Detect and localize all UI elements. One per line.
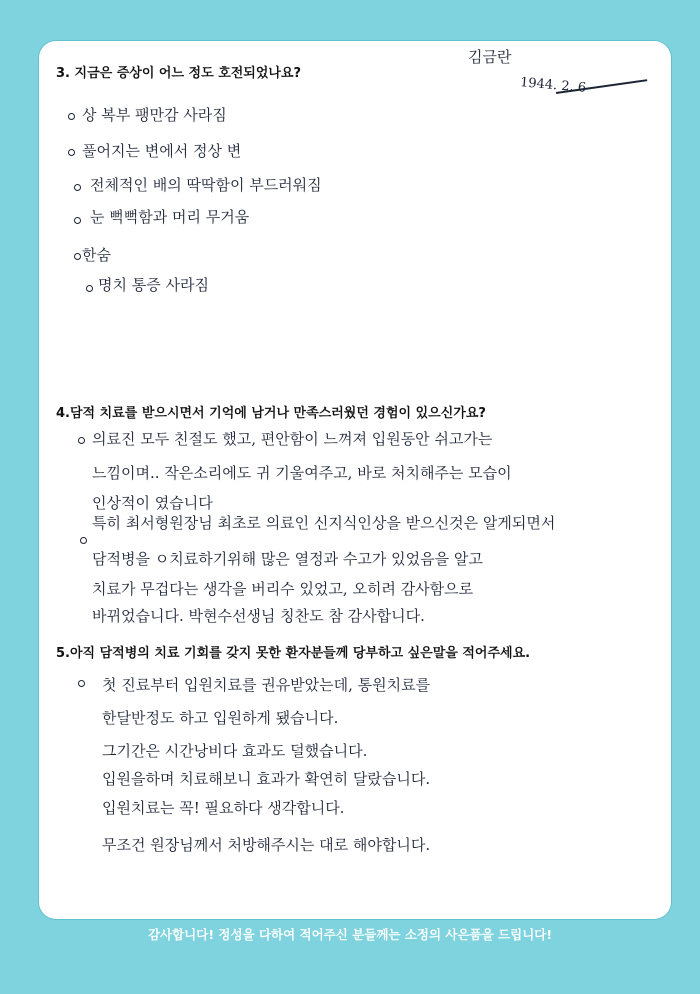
q5-line: 한달반정도 하고 입원하게 됐습니다.	[102, 709, 339, 727]
bullet	[78, 437, 85, 444]
bullet	[86, 285, 93, 292]
question-4-title: 4.담적 치료를 받으시면서 기억에 남거나 만족스러웠던 경험이 있으신가요?	[56, 406, 486, 421]
q5-line: 입원을하며 치료해보니 효과가 확연히 달랐습니다.	[102, 770, 431, 788]
q4-line: 느낌이며.. 작은소리에도 귀 기울여주고, 바로 처치해주는 모습이	[92, 464, 512, 482]
q3-answer: 눈 뻑뻑함과 머리 무거움	[90, 208, 250, 226]
bullet	[74, 253, 81, 260]
q5-line: 그기간은 시간낭비다 효과도 덜했습니다.	[102, 742, 368, 760]
signature-name: 김금란	[468, 48, 512, 66]
q3-answer: 풀어지는 변에서 정상 변	[82, 142, 242, 160]
signature-date: 1944. 2. 6	[519, 75, 587, 96]
bullet	[80, 537, 87, 544]
q3-answer: 전체적인 배의 딱딱함이 부드러워짐	[90, 176, 322, 194]
footer-thank-you: 감사합니다! 정성을 다하여 적어주신 분들께는 소정의 사은품을 드립니다!	[147, 927, 553, 942]
q4-line: 치료가 무겁다는 생각을 버리수 있었고, 오히려 감사함으로	[92, 580, 474, 598]
q4-line: 담적병을 ㅇ치료하기위해 많은 열정과 수고가 있었음을 알고	[92, 550, 483, 568]
q4-line: 바뀌었습니다. 박현수선생님 칭찬도 참 감사합니다.	[92, 607, 425, 625]
bullet	[74, 184, 81, 191]
q5-line: 무조건 원장님께서 처방해주시는 대로 해야합니다.	[102, 836, 431, 854]
q5-line: 첫 진료부터 입원치료를 권유받았는데, 통원치료를	[102, 676, 431, 694]
q3-answer: 상 복부 팽만감 사라짐	[82, 106, 227, 124]
question-5-title: 5.아직 담적병의 치료 기회를 갖지 못한 환자분들께 당부하고 싶은말을 적어주세요.	[56, 646, 531, 661]
bullet	[74, 217, 81, 224]
q4-line: 특히 최서형원장님 최초로 의료인 신지식인상을 받으신것은 알게되면서	[92, 514, 556, 532]
question-3-title: 3. 지금은 증상이 어느 정도 호전되었나요?	[56, 66, 302, 81]
bullet	[78, 680, 85, 687]
q3-answer: 명치 통증 사라짐	[98, 276, 209, 294]
bullet	[68, 149, 75, 156]
q5-line: 입원치료는 꼭! 필요하다 생각합니다.	[102, 799, 345, 817]
bullet	[68, 113, 75, 120]
q4-line: 의료진 모두 친절도 했고, 편안함이 느껴져 입원동안 쉬고가는	[92, 430, 493, 448]
q4-line: 인상적이 였습니다	[92, 494, 213, 512]
q3-answer: 한숨	[82, 246, 111, 264]
